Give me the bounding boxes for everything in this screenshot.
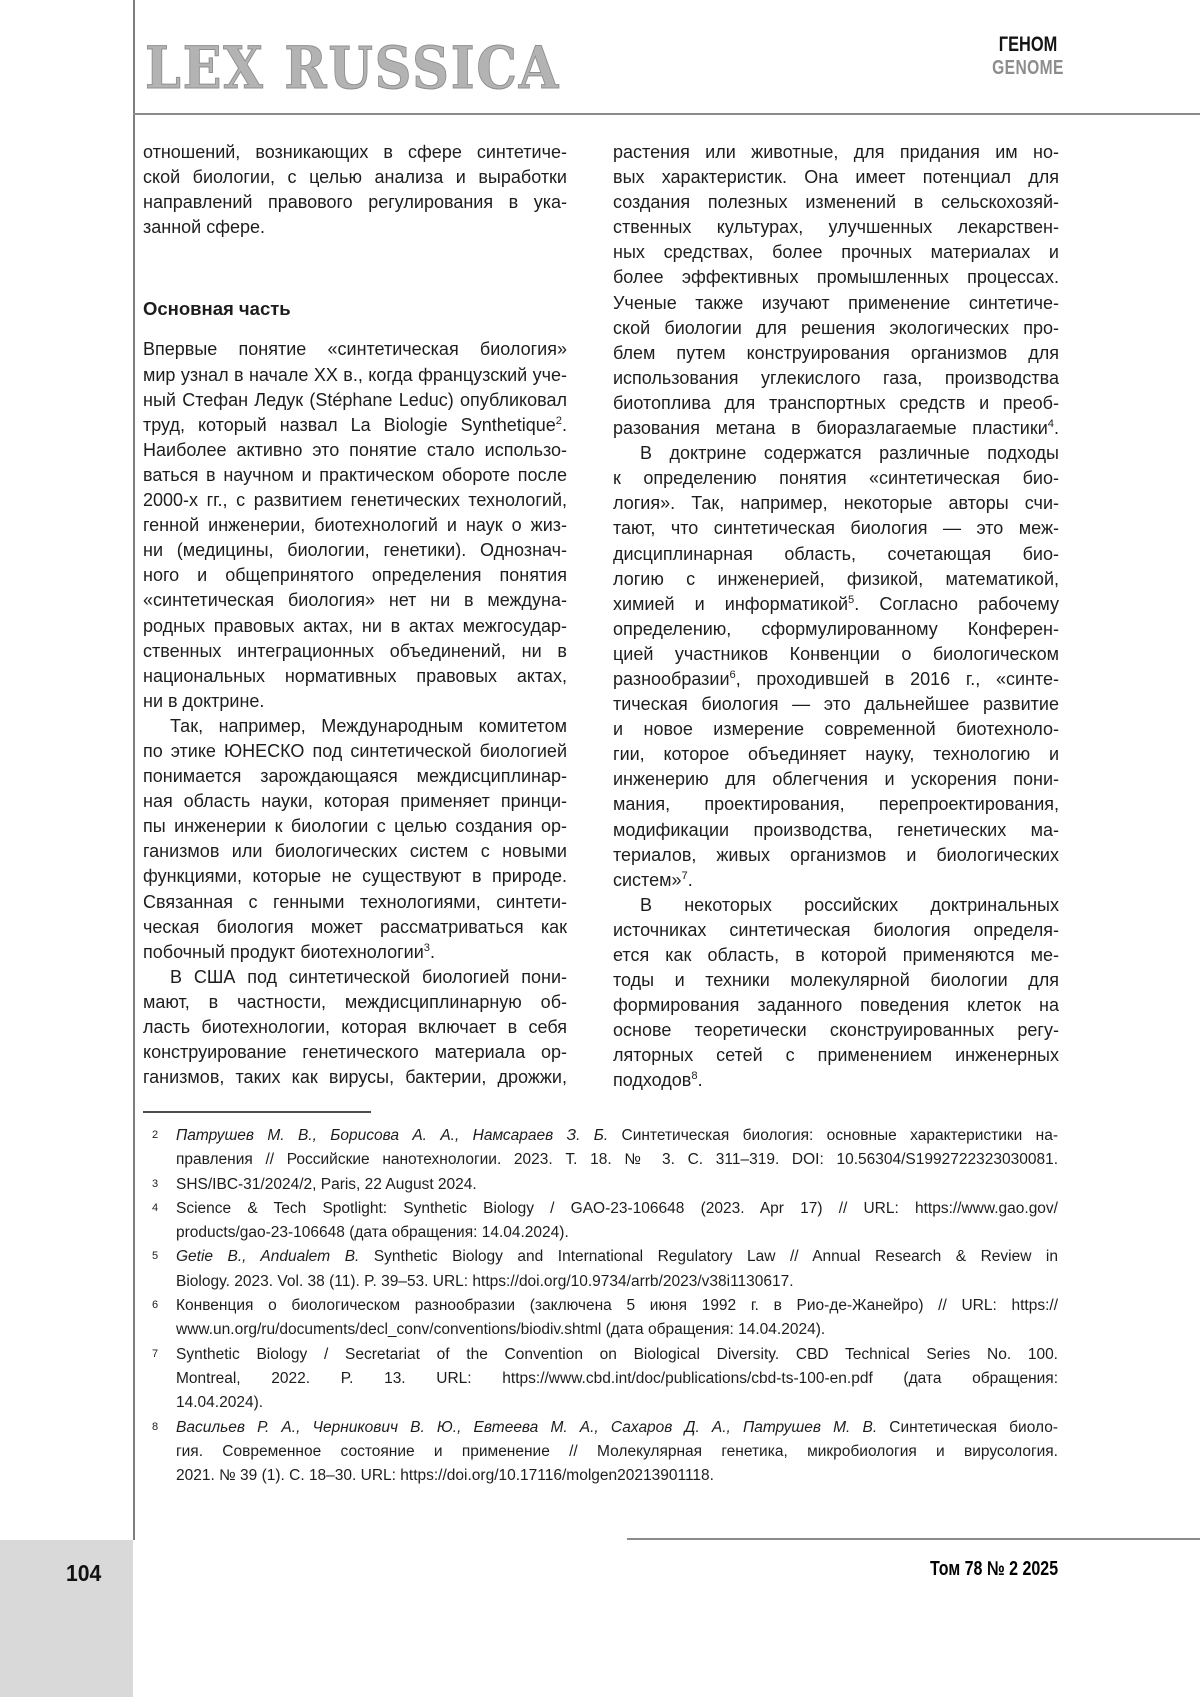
footnote-marker: 2 <box>555 414 562 427</box>
paragraph <box>613 441 1059 893</box>
text-line: ласть биотехнологии, которая включает в себя <box>143 1017 567 1037</box>
text-line: национальных нормативных правовых актах, <box>143 665 567 686</box>
text-segment: разнообразии <box>613 668 730 689</box>
text-line: создания полезных изменений в сельскохозяй- <box>613 192 1059 213</box>
text-segment: Synthetic Biology and International Regulatory Law // Annual Research & Review in <box>359 1248 1058 1266</box>
paragraph <box>143 140 567 240</box>
text-line: ческая биология может рассматриваться как <box>143 916 567 937</box>
text-line: ваться в научном и практическом обороте после <box>143 464 567 485</box>
rubric-title-ru: ГЕНОМ <box>998 33 1058 56</box>
footnote-marker: 4 <box>1047 418 1054 431</box>
column-right <box>613 140 1059 1094</box>
text-segment: . Согласно рабочему <box>854 593 1059 614</box>
text-line: инженерию для облегчения и ускорения пони- <box>613 769 1059 790</box>
text-line: ный Стефан Ледук (Stéphane Leduc) опубликовал <box>143 389 567 410</box>
text-line: источниках синтетическая биология определя- <box>613 919 1059 940</box>
text-line: правления // Российские нанотехнологии. 2023. Т. 18. № 3. С. 311–319. DOI: 10.56304/S1992722323030081. <box>176 1151 1058 1169</box>
text-line: растения или животные, для придания им но- <box>613 142 1059 162</box>
text-segment: . <box>687 869 693 890</box>
text-line: ской биологии для решения экологических про- <box>613 317 1059 338</box>
text-line: Montreal, 2022. P. 13. URL: https://www.cbd.int/doc/publications/cbd-ts-100-en.pdf (дата обращения: <box>176 1369 1058 1387</box>
text-segment: . <box>561 414 567 435</box>
footnote-number: 2 <box>152 1129 159 1141</box>
text-line: логия». Так, например, некоторые авторы счи- <box>613 493 1059 514</box>
text-line: гия. Современное состояние и применение // Молекулярная генетика, микробиология и вирусология. <box>176 1442 1058 1460</box>
italic-text: Патрушев М. В., Борисова А. А., Намсараев З. Б. <box>176 1127 609 1144</box>
text-line: «синтетическая биология» нет ни в междуна- <box>143 590 567 611</box>
text-line: ни (медицины, биологии, генетики). Однознач- <box>143 540 567 561</box>
text-line: тоды и техники молекулярной биологии для <box>613 970 1059 991</box>
rubric-title-en: GENOME <box>992 57 1064 79</box>
text-line <box>176 1245 1058 1269</box>
footnote <box>143 1245 1058 1294</box>
text-segment: подходов <box>613 1070 692 1091</box>
text-line: пы инженерии к биологии с целью создания ор- <box>143 816 567 837</box>
text-line: 14.04.2024). <box>176 1394 264 1412</box>
text-line: мания, проектирования, перепроектирования, <box>613 794 1059 815</box>
text-line <box>613 416 1059 441</box>
footnote-number: 4 <box>152 1201 159 1214</box>
text-line: дисциплинарная область, сочетающая био- <box>613 543 1059 564</box>
footnote-marker: 5 <box>848 593 855 606</box>
footnote <box>143 1173 1058 1197</box>
footnote <box>143 1197 1058 1246</box>
footer-rule <box>627 1538 1200 1540</box>
text-line: Science & Tech Spotlight: Synthetic Biology / GAO-23-106648 (2023. Apr 17) // URL: https://www.gao.gov/ <box>176 1199 1058 1217</box>
text-line: SHS/IBC-31/2024/2, Paris, 22 August 2024. <box>176 1175 477 1193</box>
text-segment: . <box>430 941 436 962</box>
text-line: Synthetic Biology / Secretariat of the Convention on Biological Diversity. CBD Technical Series No. 100. <box>176 1345 1058 1363</box>
text-line: ганизмов, таких как вирусы, бактерии, дрожжи, <box>143 1067 567 1088</box>
paragraph <box>143 337 567 713</box>
text-line: мир узнал в начале XX в., когда французский уче- <box>143 364 567 385</box>
text-line: products/gao-23-106648 (дата обращения: 14.04.2024). <box>176 1224 569 1242</box>
text-segment: труд, который назвал La Biologie Synthetique <box>143 414 556 435</box>
text-line: Конвенция о биологическом разнообразии (заключена 5 июня 1992 г. в Рио-де-Жанейро) // URL: https:// <box>176 1297 1058 1315</box>
text-segment: . <box>697 1070 703 1091</box>
italic-text: Getie B., Andualem B. <box>176 1248 360 1266</box>
text-line: функциями, которые не существуют в природе. <box>143 866 567 887</box>
section-rubric <box>962 33 1094 80</box>
journal-logo: LEX RUSSICA <box>145 34 561 102</box>
footnote <box>143 1416 1058 1489</box>
text-line <box>143 413 567 438</box>
text-line: Впервые понятие «синтетическая биология» <box>143 339 567 360</box>
text-line: родных правовых актах, ни в актах межгосудар- <box>143 615 567 636</box>
text-line: тическая биология — это дальнейшее развитие <box>613 694 1059 715</box>
column-left <box>143 140 567 1090</box>
text-line: www.un.org/ru/documents/decl_conv/conventions/biodiv.shtml (дата обращения: 14.04.2024). <box>176 1321 826 1339</box>
text-line: В доктрине содержатся различные подходы <box>640 443 1059 464</box>
footnote-number: 5 <box>152 1250 159 1263</box>
text-line: более эффективных промышленных процессах. <box>613 267 1059 288</box>
footnote-number: 3 <box>152 1177 159 1190</box>
text-line: тают, что синтетическая биология — это меж- <box>613 518 1059 539</box>
text-line: формирования заданного поведения клеток на <box>613 995 1059 1016</box>
footnote <box>143 1343 1058 1416</box>
text-line: модификации производства, генетических ма- <box>613 819 1059 840</box>
text-segment: побочный продукт биотехнологии <box>143 941 424 962</box>
text-line: ного и общепринятого определения понятия <box>143 565 567 586</box>
text-line: цией участников Конвенции о биологическом <box>613 643 1059 664</box>
text-line: ганизмов или биологических систем с новыми <box>143 841 567 862</box>
text-line: териалов, живых организмов и биологических <box>613 844 1059 865</box>
text-segment: Синтетическая биология: основные характеристики на- <box>608 1127 1059 1144</box>
footnote-marker: 3 <box>423 941 430 954</box>
text-line: использования углекислого газа, производства <box>613 367 1059 388</box>
text-line: блем путем конструирования организмов для <box>613 342 1059 363</box>
text-line: ляторных сетей с применением инженерных <box>613 1045 1059 1066</box>
footnote-marker: 8 <box>691 1070 698 1083</box>
text-line: отношений, возникающих в сфере синтетиче- <box>143 142 567 162</box>
text-segment: систем» <box>613 869 682 890</box>
paragraph <box>613 893 1059 1094</box>
text-line: вых характеристик. Она имеет потенциал для <box>613 167 1059 188</box>
text-line: по этике ЮНЕСКО под синтетической биологией <box>143 740 567 761</box>
text-line <box>176 1124 1058 1148</box>
footnotes <box>143 1124 1058 1488</box>
text-line: генной инженерии, биотехнологий и наук о жиз- <box>143 515 567 536</box>
text-line: ственных интеграционных объединений, ни в <box>143 640 567 661</box>
text-line <box>613 1068 1059 1093</box>
text-line: 2021. № 39 (1). С. 18–30. URL: https://doi.org/10.17116/molgen20213901118. <box>176 1467 714 1485</box>
footnote-separator <box>143 1111 371 1113</box>
text-line <box>176 1416 1058 1440</box>
text-line: 2000-х гг., с развитием генетических технологий, <box>143 490 567 511</box>
text-segment: Синтетическая биоло- <box>877 1418 1058 1436</box>
text-line: занной сфере. <box>143 217 266 238</box>
section-heading: Основная часть <box>143 298 291 320</box>
footnote <box>143 1124 1058 1173</box>
text-line: Ученые также изучают применение синтетиче- <box>613 292 1059 313</box>
text-line: и новое измерение современной биотехноло- <box>613 719 1059 740</box>
text-line: В США под синтетической биологией пони- <box>170 966 567 987</box>
text-line: логию с инженерией, физикой, математикой, <box>613 568 1059 589</box>
text-line <box>613 667 1059 692</box>
text-line: ется как область, в которой применяются ме- <box>613 945 1059 965</box>
paragraph <box>143 714 567 965</box>
text-segment: , проходившей в 2016 г., «синте- <box>735 668 1059 689</box>
text-line: биотоплива для транспортных средств и преоб- <box>613 392 1059 413</box>
footnote-marker: 7 <box>681 869 688 882</box>
text-line: В некоторых российских доктринальных <box>640 894 1059 915</box>
volume-issue: Том 78 № 2 2025 <box>929 1558 1058 1580</box>
text-line <box>143 940 567 965</box>
text-line: ная область науки, которая применяет принци- <box>143 791 567 812</box>
paragraph <box>613 140 1059 441</box>
text-segment: . <box>1053 418 1059 439</box>
left-margin-rule <box>133 0 135 1540</box>
text-segment: разования метана в биоразлагаемые пластики <box>613 418 1048 439</box>
text-line: гии, которое объединяет науку, технологию и <box>613 744 1059 765</box>
text-line: конструирование генетического материала ор- <box>143 1042 567 1063</box>
text-line: Наиболее активно это понятие стало использо- <box>143 439 567 460</box>
page-number: 104 <box>66 1560 102 1586</box>
header-rule <box>133 113 1200 115</box>
text-line: ных средствах, более прочных материалах и <box>613 242 1059 263</box>
text-line: основе теоретически сконструированных регу- <box>613 1020 1059 1041</box>
footnote-number: 7 <box>152 1347 159 1360</box>
text-line: ской биологии, с целью анализа и выработки <box>143 167 567 188</box>
text-line: направлений правового регулирования в ука- <box>143 192 567 213</box>
footnote-number: 8 <box>152 1420 159 1433</box>
footnote-marker: 6 <box>729 668 736 681</box>
text-line <box>613 868 1059 893</box>
italic-text: Васильев Р. А., Черникович В. Ю., Евтеева М. А., Сахаров Д. А., Патрушев М. В. <box>176 1418 878 1436</box>
text-line: мают, в частности, междисциплинарную об- <box>143 991 567 1012</box>
text-line: Biology. 2023. Vol. 38 (11). P. 39–53. URL: https://doi.org/10.9734/arrb/2023/v38i1130617. <box>176 1272 794 1290</box>
text-segment: химией и информатикой <box>613 593 849 614</box>
text-line: определению, сформулированному Конферен- <box>613 618 1059 639</box>
footnote <box>143 1294 1058 1343</box>
text-line: понимается зарождающаяся междисциплинар- <box>143 766 567 787</box>
text-line: Так, например, Международным комитетом <box>170 715 567 736</box>
text-line: ственных культурах, улучшенных лекарствен- <box>613 217 1059 238</box>
text-line: к определению понятия «синтетическая био- <box>613 468 1059 489</box>
paragraph <box>143 965 567 1090</box>
footnote-number: 6 <box>152 1299 159 1312</box>
text-line: ни в доктрине. <box>143 690 265 711</box>
text-line <box>613 592 1059 617</box>
text-line: Связанная с генными технологиями, синтети- <box>143 891 567 912</box>
